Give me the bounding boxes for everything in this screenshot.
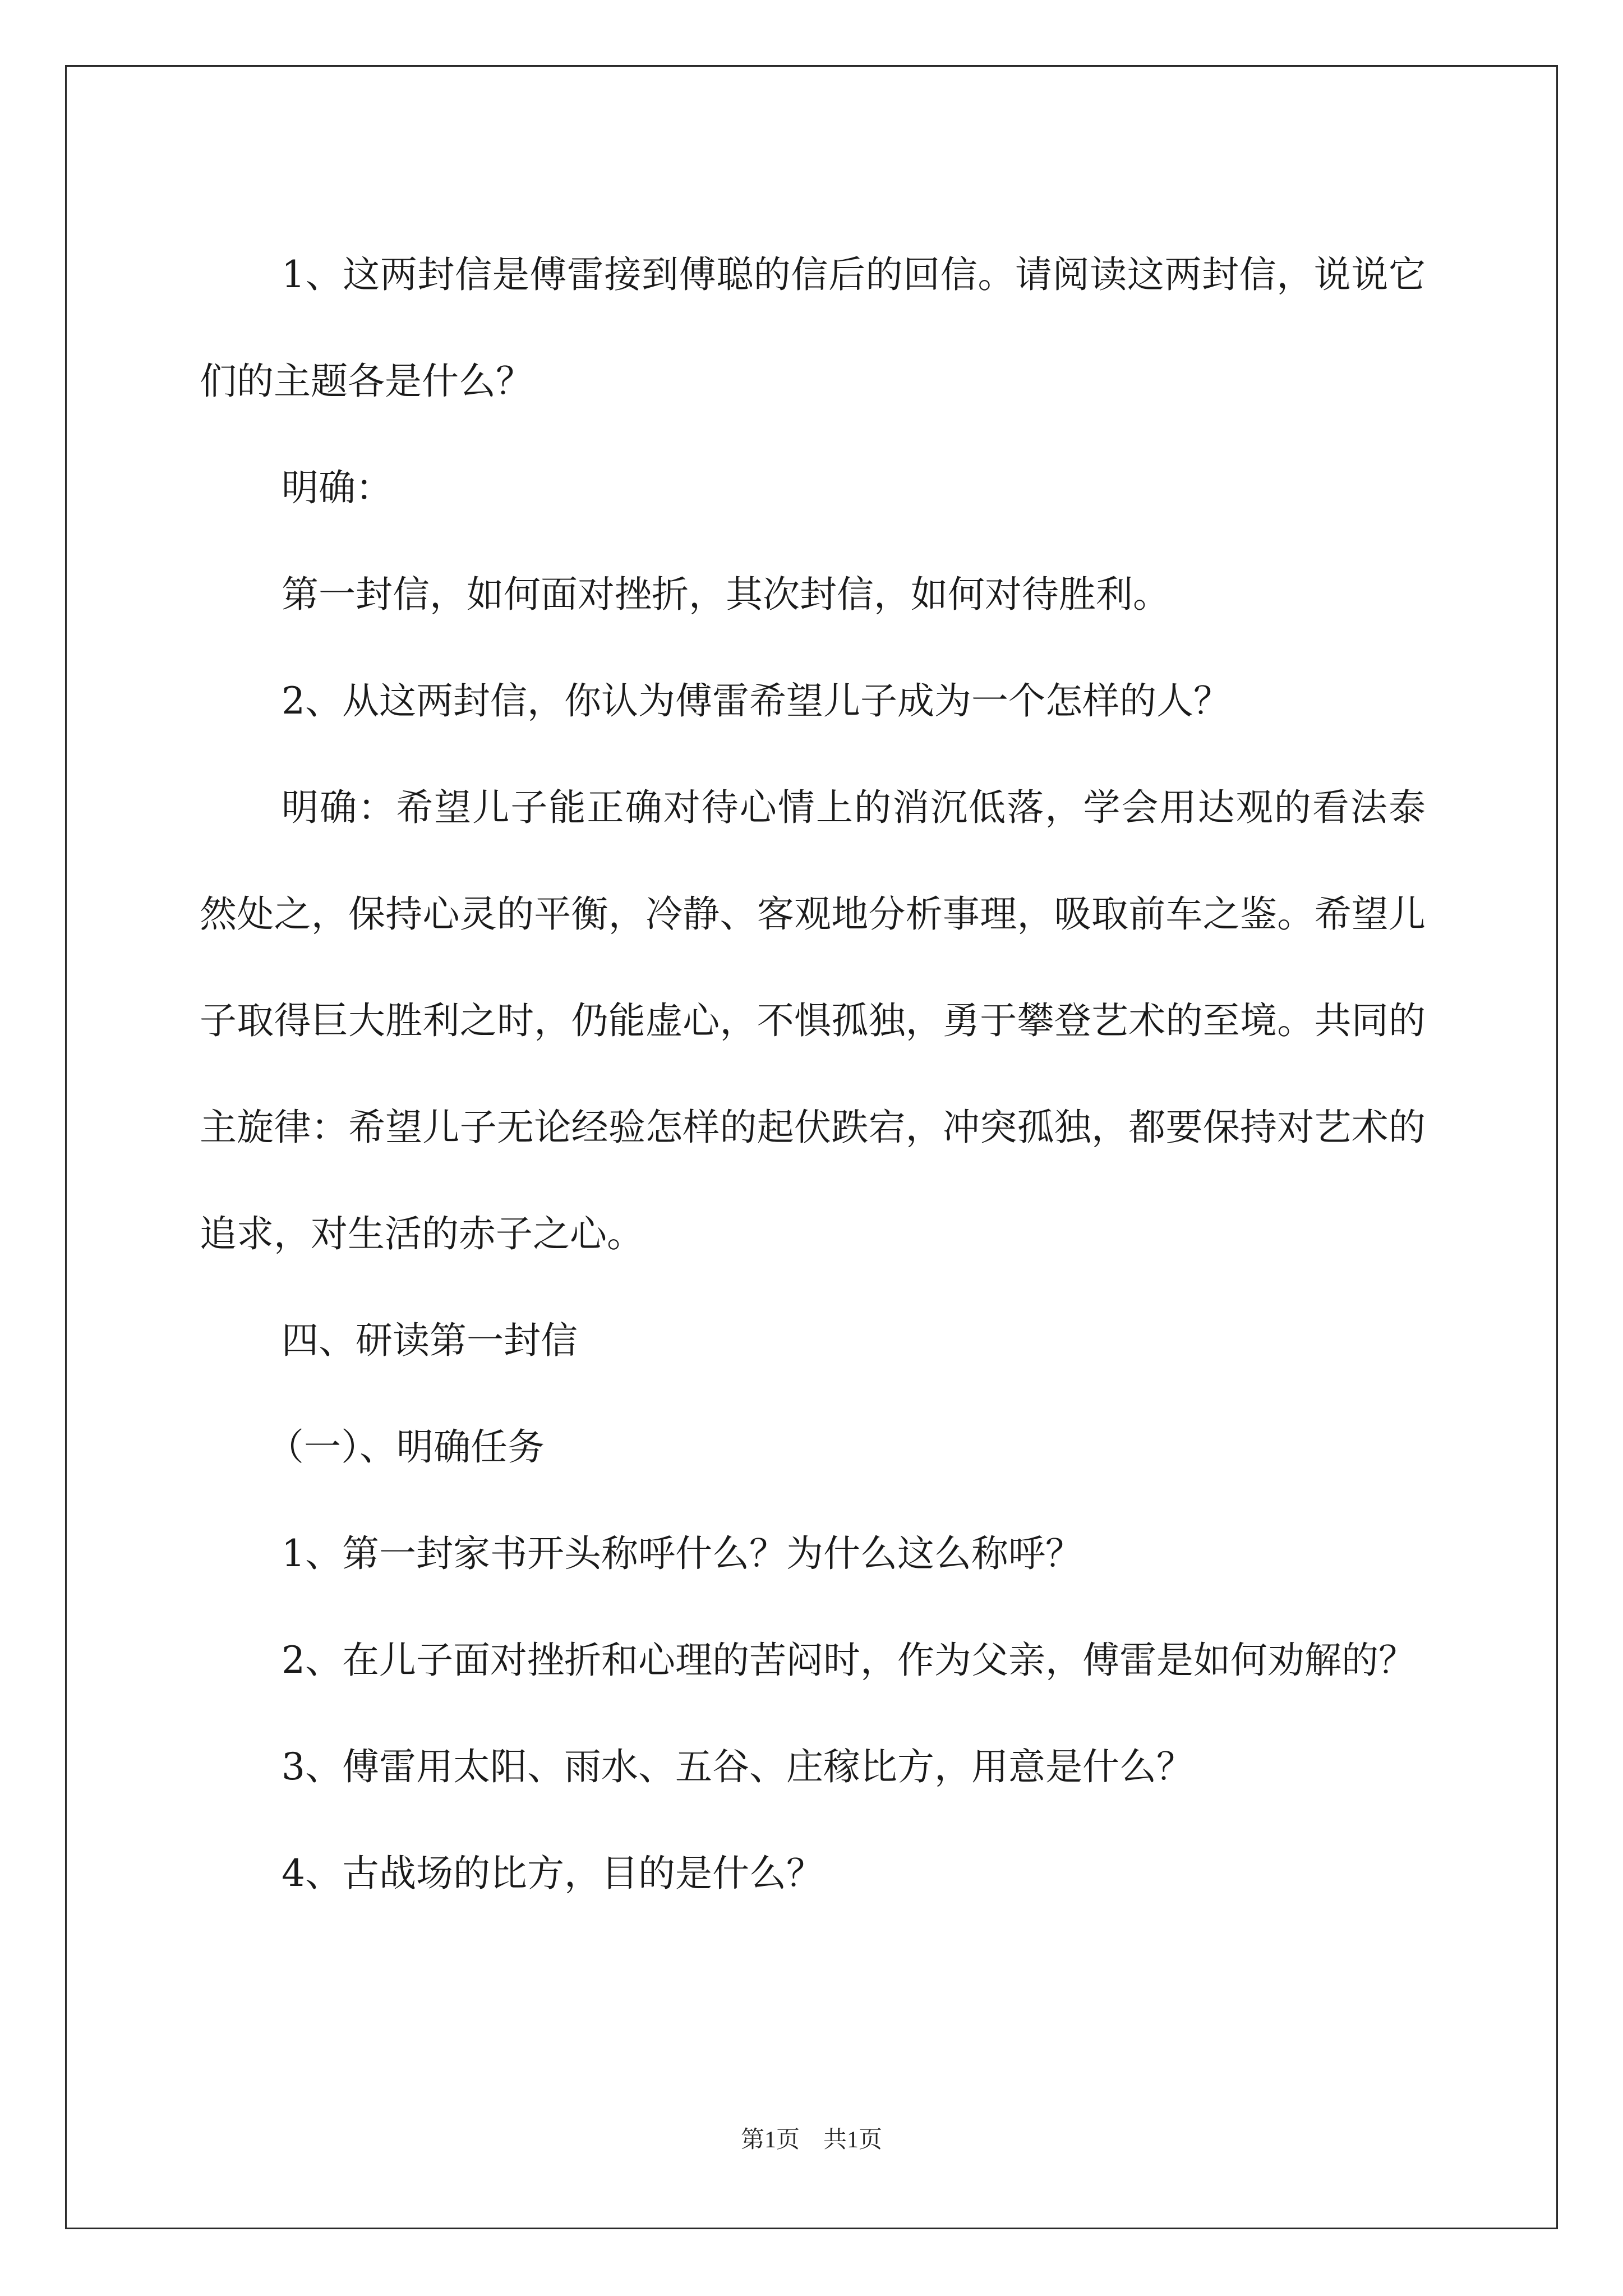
section-heading-4: 四、研读第一封信 [282,1319,578,1362]
subsection-heading-1: （一）、明确任务 [267,1425,545,1469]
answer-label-1: 明确： [282,466,393,509]
answer-2-paragraph: 明确：希望儿子能正确对待心情上的消沉低落，学会用达观的看法泰然处之，保持心灵的平衡，冷静、客观地分析事理，吸取前车之鉴。希望儿子取得巨大胜利之时，仍能虚心，不惧孤独，勇于攀登艺术的至境。共同的主旋律：希望儿子无论经验怎样的起伏跌宕，冲突孤独，都要保持对艺术的追求，对生活的赤子之心。 [200,786,1426,1255]
task-question-3: 3、傅雷用太阳、雨水、五谷、庄稼比方，用意是什么？ [282,1745,1193,1788]
page-footer: 第1页 共1页 [740,2127,882,2153]
question-2-paragraph: 2、从这两封信，你认为傅雷希望儿子成为一个怎样的人？ [282,679,1230,723]
document-body [200,222,1426,1927]
task-question-2: 2、在儿子面对挫折和心理的苦闷时，作为父亲，傅雷是如何劝解的？ [282,1639,1415,1682]
task-question-4: 4、古战场的比方，目的是什么？ [282,1852,823,1895]
task-question-1: 1、第一封家书开头称呼什么？为什么这么称呼？ [282,1532,1082,1575]
answer-1-paragraph: 第一封信，如何面对挫折，其次封信，如何对待胜利。 [282,573,1170,616]
question-1-paragraph: 1、这两封信是傅雷接到傅聪的信后的回信。请阅读这两封信，说说它们的主题各是什么？ [200,253,1426,403]
